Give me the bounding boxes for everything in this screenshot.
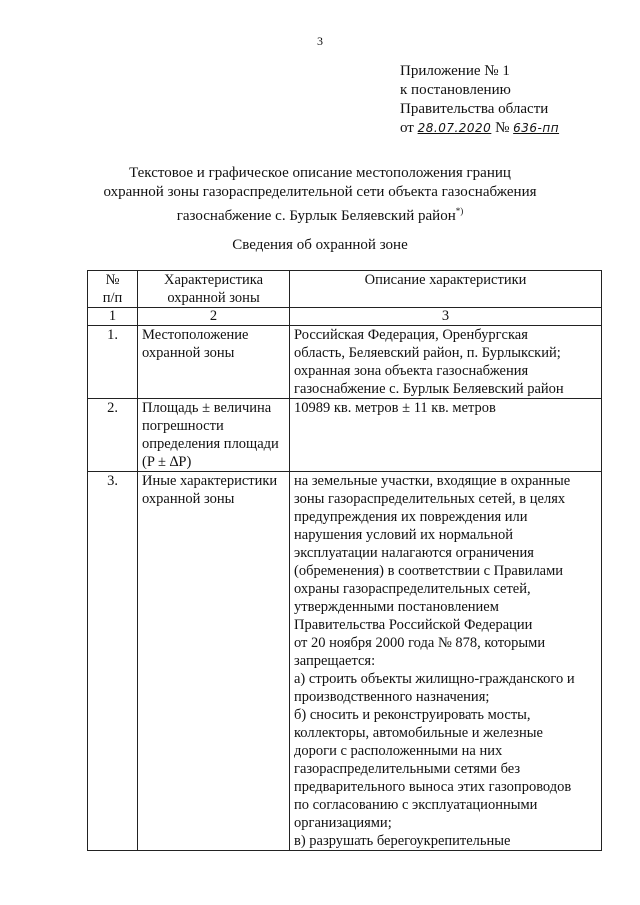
title-line-3 (0, 202, 640, 225)
row-number: 3. (88, 472, 138, 851)
row-description: Российская Федерация, Оренбургская область, Беляевский район, п. Бурлыкский; охранная зона объекта газоснабжения газоснабжение с. Бурлык Беляевский район (290, 326, 602, 399)
title-line-2: охранной зоны газораспределительной сети объекта газоснабжения (103, 184, 537, 200)
row-description: 10989 кв. метров ± 11 кв. метров (290, 399, 602, 472)
protection-zone-table (87, 270, 602, 851)
table-header-row (88, 271, 602, 308)
footnote-mark: *) (455, 206, 464, 216)
header-characteristic: Характеристика охранной зоны (138, 271, 290, 308)
row-characteristic: Местоположение охранной зоны (138, 326, 290, 399)
title-line-1: Текстовое и графическое описание местоположения границ (129, 165, 511, 181)
appendix-line-1: Приложение № 1 (400, 63, 510, 79)
column-numbers-row (88, 308, 602, 326)
page-number: 3 (317, 34, 323, 48)
col-number-3: 3 (290, 308, 602, 326)
col-number-2: 2 (138, 308, 290, 326)
appendix-line-2: к постановлению (400, 82, 511, 98)
section-title: Сведения об охранной зоне (232, 237, 408, 253)
row-characteristic: Иные характеристики охранной зоны (138, 472, 290, 851)
row-characteristic: Площадь ± величина погрешности определения площади (P ± ∆P) (138, 399, 290, 472)
table-row (88, 472, 602, 851)
row-number: 2. (88, 399, 138, 472)
date-prefix: от (400, 120, 414, 136)
col-number-1: 1 (88, 308, 138, 326)
appendix-date-line (400, 119, 559, 137)
handwritten-date: 28.07.2020 (417, 121, 492, 135)
header-description: Описание характеристики (290, 271, 602, 308)
title-line-3-text: газоснабжение с. Бурлык Беляевский район (176, 208, 456, 224)
appendix-line-3: Правительства области (400, 101, 549, 117)
row-number: 1. (88, 326, 138, 399)
table-row (88, 326, 602, 399)
table-row (88, 399, 602, 472)
handwritten-number: 636-пп (513, 121, 560, 135)
number-prefix: № (495, 120, 510, 136)
header-number: № п/п (88, 271, 138, 308)
row-description: на земельные участки, входящие в охранные зоны газораспределительных сетей, в целях предупреждения их повреждения или нарушения условий их нормальной эксплуатации налагаются ограничения (обременения) в соответствии с Правилами охраны газораспределительных сетей, утвержденными постановлением Правительства Российской Федерации от 20 ноября 2000 года № 878, которыми запрещается: а) строить объекты жилищно-гражданского и производственного назначения; б) сносить и реконструировать мосты, коллекторы, автомобильные и железные дороги с расположенными на них газораспределительными сетями без предварительного выноса этих газопроводов по согласованию с эксплуатационными организациями; в) разрушать берегоукрепительные (290, 472, 602, 851)
